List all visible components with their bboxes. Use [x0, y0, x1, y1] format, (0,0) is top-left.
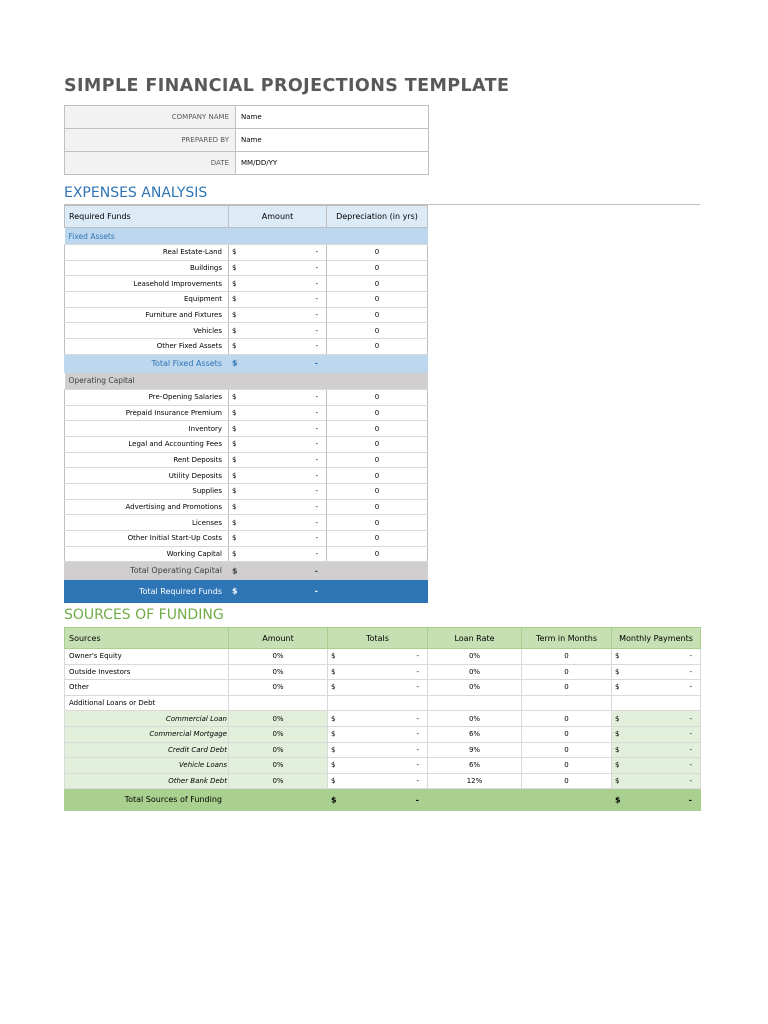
source-amount-cell[interactable]: 0% [229, 711, 328, 727]
amount-value: - [315, 471, 318, 480]
currency-symbol: $ [232, 408, 237, 417]
expense-label: Equipment [65, 292, 229, 308]
amount-value: - [689, 761, 692, 770]
info-row [65, 106, 429, 129]
source-label: Outside Investors [65, 664, 229, 680]
funding-row [65, 711, 701, 727]
source-label: Other Bank Debt [65, 773, 229, 789]
subtotal-label: Total Fixed Assets [65, 354, 229, 372]
currency-symbol: $ [615, 761, 620, 770]
amount-value: - [416, 777, 419, 786]
expense-amount-cell[interactable] [229, 452, 327, 468]
amount-value: - [315, 440, 318, 449]
currency-symbol: $ [232, 440, 237, 449]
info-value-field[interactable]: Name [236, 129, 429, 152]
source-total-cell [328, 664, 428, 680]
expense-label: Buildings [65, 260, 229, 276]
info-label: COMPANY NAME [65, 106, 236, 129]
depreciation-cell[interactable]: 0 [327, 483, 428, 499]
currency-symbol: $ [232, 358, 238, 368]
loan-rate-cell[interactable]: 0% [428, 711, 522, 727]
column-header: Required Funds [65, 206, 229, 228]
source-label: Other [65, 680, 229, 696]
currency-symbol: $ [615, 777, 620, 786]
currency-symbol: $ [331, 777, 336, 786]
depreciation-cell[interactable]: 0 [327, 436, 428, 452]
currency-symbol: $ [331, 795, 337, 805]
currency-symbol: $ [232, 295, 237, 304]
depreciation-cell[interactable]: 0 [327, 292, 428, 308]
expense-label: Prepaid Insurance Premium [65, 405, 229, 421]
monthly-payment-cell [612, 711, 701, 727]
funding-row [65, 742, 701, 758]
expense-label: Other Fixed Assets [65, 339, 229, 355]
source-amount-cell[interactable]: 0% [229, 758, 328, 774]
currency-symbol: $ [232, 248, 237, 257]
expense-label: Rent Deposits [65, 452, 229, 468]
info-row [65, 152, 429, 175]
currency-symbol: $ [331, 730, 336, 739]
term-months-cell[interactable]: 0 [522, 649, 612, 665]
expense-row [65, 468, 428, 484]
funding-total-amount [328, 789, 428, 811]
source-amount-cell[interactable]: 0% [229, 726, 328, 742]
category-cell [327, 228, 428, 245]
column-header: Amount [229, 206, 327, 228]
currency-symbol: $ [232, 566, 238, 576]
amount-value: - [689, 777, 692, 786]
term-months-cell[interactable]: 0 [522, 742, 612, 758]
expense-amount-cell[interactable] [229, 405, 327, 421]
expense-amount-cell[interactable] [229, 307, 327, 323]
info-label: PREPARED BY [65, 129, 236, 152]
amount-value: - [415, 795, 419, 805]
expense-amount-cell[interactable] [229, 468, 327, 484]
depreciation-cell[interactable]: 0 [327, 452, 428, 468]
column-header: Loan Rate [428, 628, 522, 649]
expense-amount-cell[interactable] [229, 292, 327, 308]
subtotal-row [65, 562, 428, 580]
source-total-cell [328, 773, 428, 789]
expense-label: Inventory [65, 421, 229, 437]
info-value-field[interactable]: MM/DD/YY [236, 152, 429, 175]
amount-value: - [689, 714, 692, 723]
funding-row [65, 649, 701, 665]
expense-amount-cell[interactable] [229, 276, 327, 292]
currency-symbol: $ [615, 714, 620, 723]
currency-symbol: $ [232, 518, 237, 527]
loan-rate-cell[interactable]: 0% [428, 680, 522, 696]
depreciation-cell[interactable]: 0 [327, 515, 428, 531]
expense-amount-cell[interactable] [229, 483, 327, 499]
amount-value: - [315, 279, 318, 288]
source-total-cell [328, 758, 428, 774]
depreciation-cell[interactable]: 0 [327, 245, 428, 261]
amount-value: - [416, 667, 419, 676]
expense-row [65, 452, 428, 468]
info-value-field[interactable]: Name [236, 106, 429, 129]
depreciation-cell[interactable]: 0 [327, 531, 428, 547]
empty-cell [522, 789, 612, 811]
amount-value: - [315, 455, 318, 464]
category-cell [327, 372, 428, 389]
currency-symbol: $ [232, 342, 237, 351]
funding-total-monthly [612, 789, 701, 811]
depreciation-cell[interactable]: 0 [327, 405, 428, 421]
expense-row [65, 421, 428, 437]
depreciation-cell[interactable]: 0 [327, 499, 428, 515]
currency-symbol: $ [615, 795, 621, 805]
amount-value: - [315, 534, 318, 543]
amount-value: - [314, 358, 318, 368]
source-amount-cell[interactable]: 0% [229, 680, 328, 696]
currency-symbol: $ [232, 487, 237, 496]
monthly-payment-cell [612, 726, 701, 742]
amount-value: - [314, 566, 318, 576]
monthly-payment-cell [612, 758, 701, 774]
funding-row [65, 664, 701, 680]
expense-row [65, 245, 428, 261]
depreciation-cell[interactable]: 0 [327, 339, 428, 355]
subtotal-empty [327, 354, 428, 372]
loan-rate-cell[interactable]: 0% [428, 664, 522, 680]
category-label: Operating Capital [65, 372, 229, 389]
expense-label: Leasehold Improvements [65, 276, 229, 292]
expense-row [65, 546, 428, 562]
source-total-cell [328, 711, 428, 727]
loans-label: Additional Loans or Debt [65, 695, 229, 711]
source-label: Vehicle Loans [65, 758, 229, 774]
source-amount-cell[interactable]: 0% [229, 649, 328, 665]
expense-row [65, 515, 428, 531]
column-header: Totals [328, 628, 428, 649]
empty-cell [229, 789, 328, 811]
funding-header-row [65, 628, 701, 649]
depreciation-cell[interactable]: 0 [327, 389, 428, 405]
amount-value: - [416, 761, 419, 770]
amount-value: - [416, 714, 419, 723]
currency-symbol: $ [331, 652, 336, 661]
funding-row [65, 680, 701, 696]
expenses-section-title: EXPENSES ANALYSIS [64, 185, 208, 201]
funding-total-label: Total Sources of Funding [65, 789, 229, 811]
info-label: DATE [65, 152, 236, 175]
currency-symbol: $ [232, 279, 237, 288]
expense-row [65, 307, 428, 323]
amount-value: - [689, 745, 692, 754]
funding-section-title: SOURCES OF FUNDING [64, 607, 224, 623]
page-title: SIMPLE FINANCIAL PROJECTIONS TEMPLATE [64, 76, 510, 96]
expense-amount-cell[interactable] [229, 323, 327, 339]
expense-row [65, 531, 428, 547]
loan-rate-cell[interactable]: 9% [428, 742, 522, 758]
funding-row [65, 726, 701, 742]
currency-symbol: $ [615, 683, 620, 692]
currency-symbol: $ [232, 264, 237, 273]
expense-row [65, 483, 428, 499]
source-label: Owner's Equity [65, 649, 229, 665]
expense-amount-cell[interactable] [229, 531, 327, 547]
expense-label: Utility Deposits [65, 468, 229, 484]
currency-symbol: $ [232, 326, 237, 335]
amount-value: - [315, 342, 318, 351]
currency-symbol: $ [331, 667, 336, 676]
expense-row [65, 260, 428, 276]
expense-label: Working Capital [65, 546, 229, 562]
grand-total-label: Total Required Funds [65, 580, 229, 603]
amount-value: - [416, 745, 419, 754]
funding-row [65, 758, 701, 774]
expenses-header-row [65, 206, 428, 228]
currency-symbol: $ [615, 667, 620, 676]
expense-label: Vehicles [65, 323, 229, 339]
amount-value: - [315, 408, 318, 417]
source-amount-cell[interactable]: 0% [229, 664, 328, 680]
subtotal-amount [229, 562, 327, 580]
currency-symbol: $ [331, 761, 336, 770]
term-months-cell[interactable]: 0 [522, 711, 612, 727]
currency-symbol: $ [331, 745, 336, 754]
source-label: Commercial Loan [65, 711, 229, 727]
term-months-cell[interactable]: 0 [522, 680, 612, 696]
source-total-cell [328, 680, 428, 696]
loans-header-row [65, 695, 701, 711]
column-header: Depreciation (in yrs) [327, 206, 428, 228]
expense-label: Licenses [65, 515, 229, 531]
currency-symbol: $ [232, 534, 237, 543]
currency-symbol: $ [232, 471, 237, 480]
currency-symbol: $ [331, 714, 336, 723]
amount-value: - [689, 730, 692, 739]
expense-label: Real Estate-Land [65, 245, 229, 261]
currency-symbol: $ [232, 311, 237, 320]
expense-row [65, 405, 428, 421]
subtotal-empty [327, 562, 428, 580]
monthly-payment-cell [612, 680, 701, 696]
depreciation-cell[interactable]: 0 [327, 276, 428, 292]
subtotal-row [65, 354, 428, 372]
currency-symbol: $ [615, 652, 620, 661]
grand-total-amount [229, 580, 327, 603]
info-row [65, 129, 429, 152]
amount-value: - [416, 730, 419, 739]
column-header: Amount [229, 628, 328, 649]
term-months-cell[interactable]: 0 [522, 664, 612, 680]
currency-symbol: $ [232, 586, 238, 596]
amount-value: - [315, 295, 318, 304]
amount-value: - [689, 683, 692, 692]
expense-row [65, 499, 428, 515]
depreciation-cell[interactable]: 0 [327, 546, 428, 562]
loan-rate-cell[interactable]: 6% [428, 726, 522, 742]
depreciation-cell[interactable]: 0 [327, 468, 428, 484]
amount-value: - [689, 667, 692, 676]
loan-rate-cell[interactable]: 12% [428, 773, 522, 789]
column-header: Monthly Payments [612, 628, 701, 649]
subtotal-amount [229, 354, 327, 372]
amount-value: - [315, 393, 318, 402]
expense-amount-cell[interactable] [229, 389, 327, 405]
category-label: Fixed Assets [65, 228, 229, 245]
subtotal-label: Total Operating Capital [65, 562, 229, 580]
funding-table [64, 627, 701, 811]
source-total-cell [328, 742, 428, 758]
amount-value: - [416, 652, 419, 661]
term-months-cell[interactable]: 0 [522, 773, 612, 789]
empty-cell [428, 695, 522, 711]
expense-row [65, 292, 428, 308]
term-months-cell[interactable]: 0 [522, 726, 612, 742]
monthly-payment-cell [612, 649, 701, 665]
category-row [65, 228, 428, 245]
loan-rate-cell[interactable]: 6% [428, 758, 522, 774]
funding-total-row [65, 789, 701, 811]
expense-amount-cell[interactable] [229, 546, 327, 562]
expense-row [65, 339, 428, 355]
expense-row [65, 276, 428, 292]
expense-label: Furniture and Fixtures [65, 307, 229, 323]
empty-cell [522, 695, 612, 711]
amount-value: - [315, 518, 318, 527]
empty-cell [328, 695, 428, 711]
expense-label: Legal and Accounting Fees [65, 436, 229, 452]
amount-value: - [688, 795, 692, 805]
empty-cell [612, 695, 701, 711]
expense-label: Pre-Opening Salaries [65, 389, 229, 405]
currency-symbol: $ [232, 424, 237, 433]
amount-value: - [315, 487, 318, 496]
project-info-table [64, 105, 429, 175]
expense-label: Other Initial Start-Up Costs [65, 531, 229, 547]
depreciation-cell[interactable]: 0 [327, 260, 428, 276]
expense-amount-cell[interactable] [229, 421, 327, 437]
expense-amount-cell[interactable] [229, 339, 327, 355]
category-row [65, 372, 428, 389]
currency-symbol: $ [232, 455, 237, 464]
expense-amount-cell[interactable] [229, 436, 327, 452]
column-header: Term in Months [522, 628, 612, 649]
amount-value: - [689, 652, 692, 661]
category-cell [229, 228, 327, 245]
depreciation-cell[interactable]: 0 [327, 323, 428, 339]
column-header: Sources [65, 628, 229, 649]
empty-cell [229, 695, 328, 711]
source-amount-cell[interactable]: 0% [229, 742, 328, 758]
monthly-payment-cell [612, 742, 701, 758]
currency-symbol: $ [331, 683, 336, 692]
amount-value: - [315, 248, 318, 257]
amount-value: - [315, 326, 318, 335]
currency-symbol: $ [232, 550, 237, 559]
expense-label: Advertising and Promotions [65, 499, 229, 515]
amount-value: - [315, 311, 318, 320]
source-label: Commercial Mortgage [65, 726, 229, 742]
source-label: Credit Card Debt [65, 742, 229, 758]
currency-symbol: $ [615, 745, 620, 754]
empty-cell [428, 789, 522, 811]
source-amount-cell[interactable]: 0% [229, 773, 328, 789]
currency-symbol: $ [232, 502, 237, 511]
expense-row [65, 389, 428, 405]
expense-amount-cell[interactable] [229, 245, 327, 261]
amount-value: - [315, 424, 318, 433]
funding-row [65, 773, 701, 789]
currency-symbol: $ [232, 393, 237, 402]
amount-value: - [315, 502, 318, 511]
expense-label: Supplies [65, 483, 229, 499]
amount-value: - [416, 683, 419, 692]
grand-total-row [65, 580, 428, 603]
amount-value: - [315, 550, 318, 559]
monthly-payment-cell [612, 773, 701, 789]
depreciation-cell[interactable]: 0 [327, 421, 428, 437]
term-months-cell[interactable]: 0 [522, 758, 612, 774]
expense-row [65, 323, 428, 339]
expense-amount-cell[interactable] [229, 260, 327, 276]
loan-rate-cell[interactable]: 0% [428, 649, 522, 665]
amount-value: - [314, 586, 318, 596]
depreciation-cell[interactable]: 0 [327, 307, 428, 323]
grand-total-empty [327, 580, 428, 603]
expenses-table [64, 205, 428, 603]
currency-symbol: $ [615, 730, 620, 739]
source-total-cell [328, 649, 428, 665]
monthly-payment-cell [612, 664, 701, 680]
amount-value: - [315, 264, 318, 273]
expense-amount-cell[interactable] [229, 515, 327, 531]
category-cell [229, 372, 327, 389]
expense-row [65, 436, 428, 452]
source-total-cell [328, 726, 428, 742]
expense-amount-cell[interactable] [229, 499, 327, 515]
